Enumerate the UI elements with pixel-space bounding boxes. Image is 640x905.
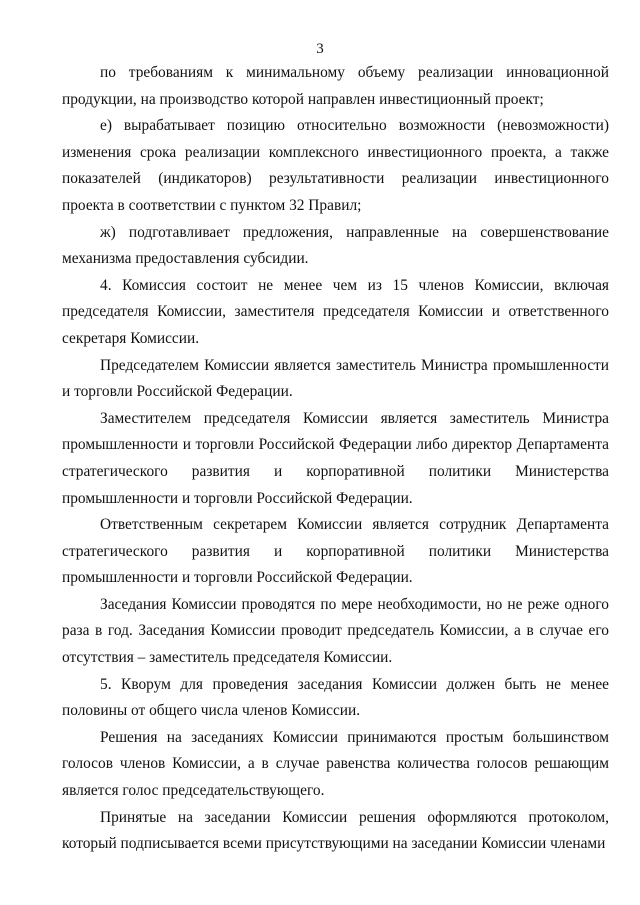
- paragraph-secretary: Ответственным секретарем Комиссии является сотрудник Департамента стратегического развития и корпоративной политики Министерства промышленности и торговли Российской Федерации.: [62, 516, 609, 587]
- paragraph-item-zh: ж) подготавливает предложения, направленные на совершенствование механизма предоставления субсидии.: [62, 223, 609, 268]
- page-number: 3: [316, 41, 324, 57]
- paragraph-meetings: Заседания Комиссии проводятся по мере необходимости, но не реже одного раза в год. Заседания Комиссии проводит председатель Комиссии, а в случае его отсутствия – заместитель председателя Комиссии.: [62, 595, 609, 667]
- paragraph-protocol: Принятые на заседании Комиссии решения оформляются протоколом, который подписывается всеми присутствующими на заседании Комиссии членами: [62, 808, 609, 853]
- paragraph-chairman: Председателем Комиссии является заместитель Министра промышленности и торговли Российской Федерации.: [62, 356, 609, 401]
- paragraph-deputy-chairman: Заместителем председателя Комиссии является заместитель Министра промышленности и торговли Российской Федерации либо директор Департамента стратегического развития и корпоративной политики Министерства промышленности и торговли Российской Федерации.: [62, 409, 609, 507]
- document-body: [62, 60, 609, 858]
- paragraph-continuation: по требованиям к минимальному объему реализации инновационной продукции, на производство которой направлен инвестиционный проект;: [62, 64, 609, 108]
- paragraph-item-e: е) вырабатывает позицию относительно возможности (невозможности) изменения срока реализации комплексного инвестиционного проекта, а также показателей (индикаторов) результативности реализации инвестиционного проекта в соответствии с пунктом 32 Правил;: [62, 117, 609, 214]
- paragraph-section-4: 4. Комиссия состоит не менее чем из 15 членов Комиссии, включая председателя Комиссии, заместителя председателя Комиссии и ответственного секретаря Комиссии.: [62, 276, 609, 347]
- paragraph-decisions: Решения на заседаниях Комиссии принимаются простым большинством голосов членов Комиссии, а в случае равенства количества голосов решающим является голос председательствующего.: [62, 728, 609, 800]
- paragraph-section-5: 5. Кворум для проведения заседания Комиссии должен быть не менее половины от общего числа членов Комиссии.: [62, 675, 609, 720]
